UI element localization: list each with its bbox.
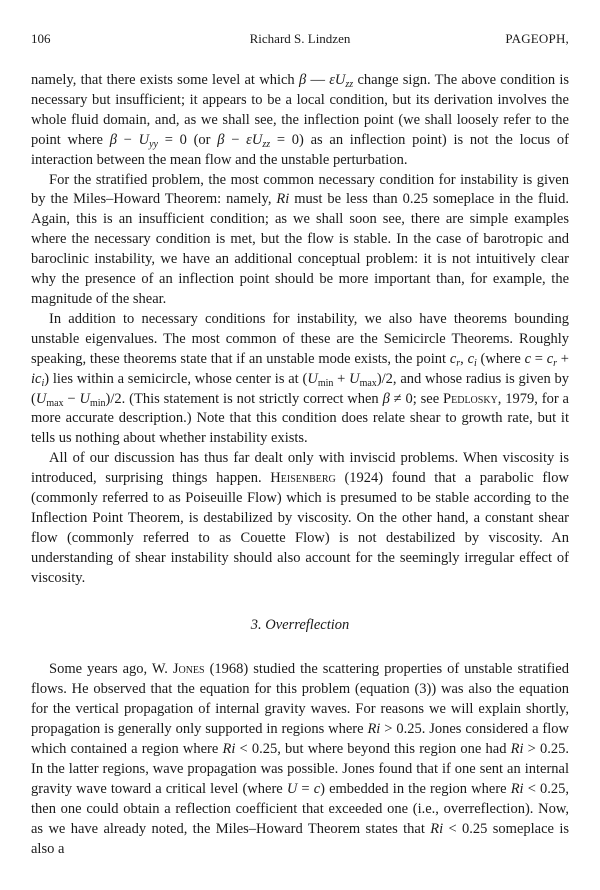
article-body — [31, 71, 569, 860]
paragraph-3: In addition to necessary conditions for instability, we also have theorems bounding unstable eigenvalues. The most common of these are the Semicircle Theorems. Roughly speaking, these theorems state that if an unstable mode exists, the point $c_r$, $c_i$ (where $c = c_r + ic_i$) lies within a semicircle, whose center is at $(U_{min} + U_{max})/2$, and whose radius is given by $(U_{max} - U_{min})/2$. (This statement is not strictly correct when β ≠ 0; see Pedlosky, 1979, for a more accurate description.) Note that this condition does relate shear to growth rate, but it tells us nothing about whether instability exists. — [31, 310, 570, 447]
journal-name: PAGEOPH, — [505, 31, 569, 46]
running-header — [31, 31, 569, 51]
citation-heisenberg: Heisenberg — [270, 470, 336, 487]
paragraph-2: For the stratified problem, the most common necessary condition for instability is given by the Miles–Howard Theorem: namely, Ri must be less than 0.25 someplace in the fluid. Again, this is an insufficient condition; as we shall soon see, there are simple examples where the necessary condition is met, but the flow is stable. In the case of barotropic and baroclinic instability, we have an additional conceptual problem: it is not intuitively clear why the presence of an inflection point should be more important than, for example, the magnitude of the shear. — [31, 171, 569, 307]
paragraph-1: namely, that there exists some level at which β — $\varepsilon U_{zz}$ change sign. The above condition is necessary but insufficient; it appears to be a local condition, but its derivation involves the whole fluid domain, and, as we shall see, the inflection point (we shall loosely refer to the point where $\beta - U_{yy} = 0$ (or $\beta - \varepsilon U_{zz} = 0$) as an inflection point) is not the locus of interaction between the mean flow and the unstable perturbation. — [31, 72, 570, 168]
paragraph-5: Some years ago, W. Jones (1968) studied the scattering properties of unstable stratified flows. He observed that the equation for this problem (equation (3)) was also the equation for the vertical propagation of internal gravity waves. For reasons we will explain shortly, propagation is generally only supported in regions where Ri > 0.25. Jones considered a flow which contained a region where Ri < 0.25, but where beyond this region one had Ri > 0.25. In the latter regions, wave propagation was possible. Jones found that if one sent an internal gravity wave toward a critical level (where U = c) embedded in the region where Ri < 0.25, then one could obtain a reflection coefficient that exceeded one (i.e., overreflection). Now, as we have already noted, the Miles–Howard Theorem states that Ri < 0.25 someplace is also a — [31, 661, 569, 857]
running-author: Richard S. Lindzen — [249, 31, 351, 46]
page-number: 106 — [31, 31, 51, 46]
citation-jones: Jones — [172, 661, 205, 678]
section-heading: 3. Overreflection — [250, 616, 350, 633]
citation-pedlosky: Pedlosky — [443, 390, 498, 407]
paragraph-4: All of our discussion has thus far dealt only with inviscid problems. When viscosity is introduced, surprising things happen. Heisenberg (1924) found that a parabolic flow (commonly referred to as Poiseuille Flow) which is presumed to be stable according to the Inflection Point Theorem, is destabilized by viscosity. On the other hand, a constant shear flow (commonly referred to as Couette Flow) is not destabilized by viscosity. An understanding of shear instability should also account for the seemingly irregular effect of viscosity. — [31, 450, 569, 586]
